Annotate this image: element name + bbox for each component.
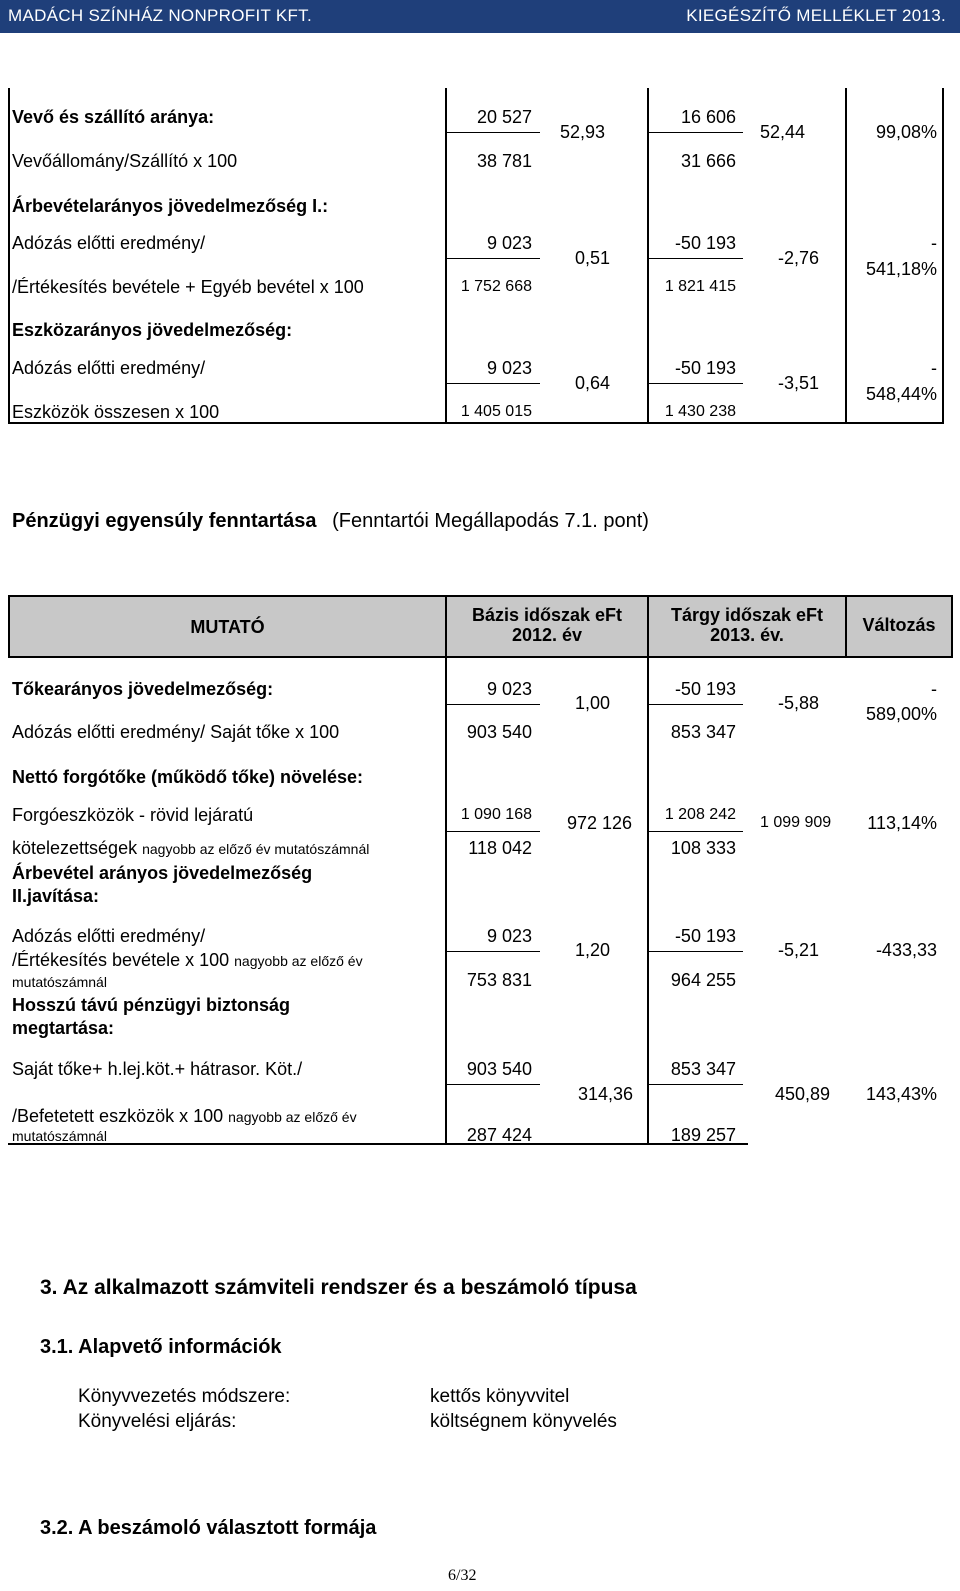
row-label: Adózás előtti eredmény/ [12,358,206,378]
change-value: 143,43% [865,1084,937,1104]
target-numerator: -50 193 [674,926,736,946]
fraction-line [445,132,540,133]
change-sign: - [931,233,937,253]
fraction-line [445,383,540,384]
base-denominator: 118 042 [468,838,532,858]
info-label: Könyvvezetés módszere: [78,1386,291,1407]
row-label [12,1106,357,1127]
base-numerator: 20 527 [476,107,532,127]
target-ratio: -5,88 [778,693,820,713]
change-value: 99,08% [875,122,937,142]
target-ratio: 450,89 [775,1084,831,1104]
base-numerator: 9 023 [486,926,532,946]
row-label-note: nagyobb az előző év [228,1109,357,1125]
base-ratio: 1,20 [575,940,611,960]
subsection-heading: 3.2. A beszámoló választott formája [40,1517,377,1539]
change-value: 541,18% [865,259,937,279]
info-value: kettős könyvvitel [430,1386,570,1407]
base-numerator: 903 540 [466,1059,532,1079]
change-value: -433,33 [875,940,937,960]
header-mutato: MUTATÓ [190,617,265,637]
target-numerator: 16 606 [680,107,736,127]
target-numerator: -50 193 [674,358,736,378]
fraction-line [648,132,743,133]
base-ratio: 314,36 [578,1084,634,1104]
change-value: 548,44% [865,384,937,404]
fraction-line [445,704,540,705]
target-ratio: 1 099 909 [760,814,832,831]
row-label-note: mutatószámnál [12,974,107,990]
table1-border-right [942,88,944,424]
chapter-heading: 3. Az alkalmazott számviteli rendszer és a beszámoló típusa [40,1276,637,1299]
page-header [0,0,960,33]
target-denominator: 853 347 [670,722,736,742]
fraction-line [445,1084,540,1085]
row-title: Árbevételarányos jövedelmezőség I.: [12,196,329,216]
info-label: Könyvelési eljárás: [78,1411,237,1432]
target-denominator: 964 255 [670,970,736,990]
fraction-line [445,831,540,832]
fraction-line [648,704,743,705]
base-ratio: 52,93 [560,122,606,142]
base-denominator: 38 781 [476,151,532,171]
row-title: Nettó forgótőke (működő tőke) növelése: [12,767,364,787]
row-title: Tőkearányos jövedelmezőség: [12,679,274,699]
target-ratio: 52,44 [760,122,806,142]
base-ratio: 0,64 [575,373,611,393]
target-ratio: -2,76 [778,248,820,268]
header-company: MADÁCH SZÍNHÁZ NONPROFIT KFT. [8,6,313,25]
row-label: Saját tőke+ h.lej.köt.+ hátrasor. Köt./ [12,1059,303,1079]
header-target-period: Tárgy időszak eFt [670,605,824,625]
base-ratio: 1,00 [575,693,611,713]
row-title: II.javítása: [12,886,100,906]
fraction-line [648,383,743,384]
row-label: /Értékesítés bevétele + Egyéb bevétel x 100 [12,277,364,297]
base-numerator: 1 090 168 [460,806,532,823]
subsection-heading: 3.1. Alapvető információk [40,1336,282,1358]
base-denominator: 287 424 [466,1125,532,1145]
target-denominator: 189 257 [670,1125,736,1145]
row-label: Vevőállomány/Szállító x 100 [12,151,238,171]
page-number: 6/32 [448,1567,477,1584]
row-title: Vevő és szállító aránya: [12,107,215,127]
row-label [12,838,369,859]
target-numerator: 853 347 [670,1059,736,1079]
table2-border-right [951,595,953,658]
row-label-note: nagyobb az előző év mutatószámnál [142,841,370,857]
target-denominator: 1 821 415 [664,278,736,295]
row-label: Adózás előtti eredmény/ [12,926,206,946]
header-base-year: 2012. év [511,625,583,645]
section-title-bold: Pénzügyi egyensúly fenntartása [12,510,317,532]
base-ratio: 0,51 [575,248,611,268]
base-numerator: 9 023 [486,358,532,378]
row-title: Árbevétel arányos jövedelmezőség [12,863,313,883]
row-label: Eszközök összesen x 100 [12,402,220,422]
fraction-line [648,258,743,259]
row-label-main: /Befetetett eszközök x 100 [12,1106,224,1126]
fraction-line [648,951,743,952]
row-label-main: /Értékesítés bevétele x 100 [12,950,230,970]
row-label: Adózás előtti eredmény/ [12,233,206,253]
fraction-line [445,951,540,952]
target-denominator: 1 430 238 [664,403,736,420]
target-numerator: -50 193 [674,679,736,699]
base-denominator: 753 831 [466,970,532,990]
base-ratio: 972 126 [567,813,633,833]
change-sign: - [931,679,937,699]
target-numerator: -50 193 [674,233,736,253]
change-value: 589,00% [865,704,937,724]
info-value: költségnem könyvelés [430,1411,617,1432]
fraction-line [648,831,743,832]
change-sign: - [931,358,937,378]
table2-border-bottom [8,1143,748,1145]
row-label: Adózás előtti eredmény/ Saját tőke x 100 [12,722,340,742]
row-title: megtartása: [12,1018,115,1038]
header-change: Változás [862,615,936,635]
target-ratio: -5,21 [778,940,820,960]
row-label [12,950,363,971]
base-denominator: 1 405 015 [460,403,532,420]
row-label-note: nagyobb az előző év [234,953,363,969]
row-label-note: mutatószámnál [12,1128,107,1144]
change-value: 113,14% [867,813,937,833]
row-title: Eszközarányos jövedelmezőség: [12,320,293,340]
table2-header-bottom [8,656,953,658]
row-title: Hosszú távú pénzügyi biztonság [12,995,291,1015]
target-numerator: 1 208 242 [664,806,736,823]
row-label-main: kötelezettségek [12,838,138,858]
fraction-line [445,258,540,259]
base-numerator: 9 023 [486,679,532,699]
table1-border-left [8,88,10,424]
target-ratio: -3,51 [778,373,820,393]
target-denominator: 31 666 [680,151,736,171]
header-base-period: Bázis időszak eFt [471,605,623,625]
header-target-year: 2013. év. [710,625,784,645]
table2-border-top [8,595,953,597]
base-denominator: 903 540 [466,722,532,742]
base-numerator: 9 023 [486,233,532,253]
base-denominator: 1 752 668 [460,278,532,295]
section-title [12,510,649,533]
header-document: KIEGÉSZÍTŐ MELLÉKLET 2013. [686,6,946,25]
row-label: Forgóeszközök - rövid lejáratú [12,805,254,825]
fraction-line [648,1084,743,1085]
target-denominator: 108 333 [670,838,736,858]
section-title-reference: (Fenntartói Megállapodás 7.1. pont) [332,510,649,532]
